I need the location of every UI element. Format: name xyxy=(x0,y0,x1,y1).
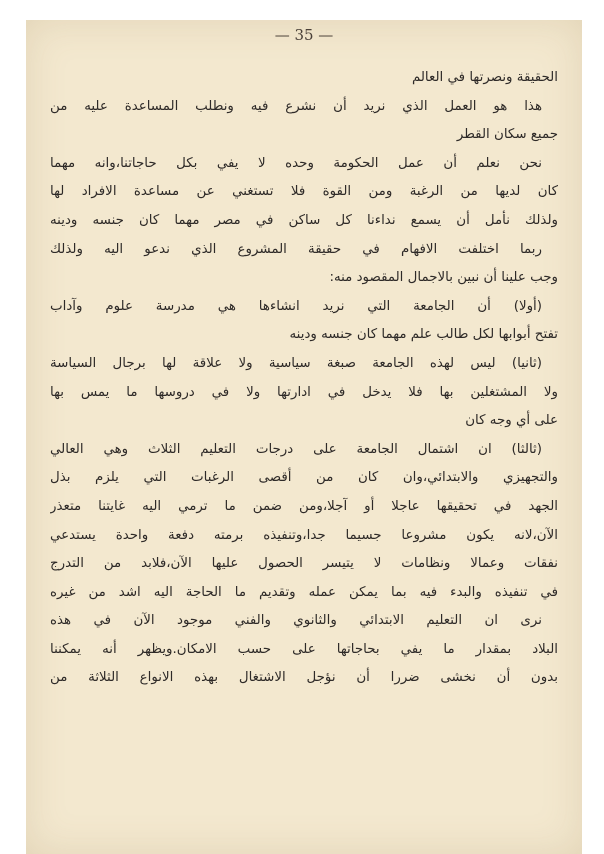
text-line: (ثالثا) ان اشتمال الجامعة على درجات التعليم الثلاث وهي العالي xyxy=(50,441,542,457)
text-line: تفتح أبوابها لكل طالب علم مهما كان جنسه ودينه xyxy=(289,327,558,343)
text-line: ولذلك نأمل أن يسمع نداءنا كل ساكن في مصر مهما كان جنسه ودينه xyxy=(50,212,558,228)
text-line: الجهد في تحقيقها عاجلا أو آجلا،ومن ضمن ما ترمي اليه غايتنا متعذر xyxy=(50,498,558,514)
text-line: الحقيقة ونصرتها في العالم xyxy=(411,70,558,85)
text-line: البلاد بمقدار ما يفي بحاجاتها على حسب الامكان.ويظهر أنه يمكننا xyxy=(50,641,558,657)
text-line: ولا المشتغلين بها فلا يدخل في ادارتها ولا في دروسها ما يمس بها xyxy=(50,384,558,400)
text-line: ربما اختلفت الافهام في حقيقة المشروع الذي ندعو اليه ولذلك xyxy=(50,241,542,257)
text-line: (أولا) أن الجامعة التي نريد انشاءها هي مدرسة علوم وآداب xyxy=(50,298,542,314)
text-line: نرى ان التعليم الابتدائي والثانوي والفني موجود الآن في هذه xyxy=(50,613,542,629)
text-line: هذا هو العمل الذي نريد أن نشرع فيه ونطلب المساعدة عليه من xyxy=(50,98,542,114)
text-line: والتجهيزي والابتدائي،وان كان من أقصى الرغبات التي يلزم بذل xyxy=(50,470,558,486)
page-number: — 35 — xyxy=(274,26,334,44)
text-line: وجب علينا أن نبين بالاجمال المقصود منه: xyxy=(329,270,558,286)
text-line: بدون أن نخشى ضررا أن نؤجل الاشتغال بهذه الانواع الثلاثة من xyxy=(50,670,558,686)
text-line: الآن،لانه يكون مشروعا جسيما جدا،وتنفيذه برمته دفعة واحدة يستدعي xyxy=(50,527,558,543)
text-line: جميع سكان القطر xyxy=(456,127,558,143)
book-page xyxy=(26,20,582,854)
text-line: (ثانيا) ليس لهذه الجامعة صبغة سياسية ولا علاقة لها برجال السياسة xyxy=(50,355,542,371)
text-line: على أي وجه كان xyxy=(465,413,558,429)
body-text xyxy=(50,64,558,693)
text-line: نحن نعلم أن عمل الحكومة وحده لا يفي بكل حاجاتنا،وانه مهما xyxy=(50,155,542,171)
text-line: كان لديها من الرغبة ومن القوة فلا تستغني عن مساعدة الافراد لها xyxy=(50,184,558,200)
text-line: نفقات وعمالا ونظامات لا يتيسر الحصول عليها الآن،فلابد من التدرج xyxy=(50,556,558,572)
text-line: في تنفيذه والبدء فيه بما يمكن عمله وتقديم ما الحاجة اليه اشد من غيره xyxy=(50,584,558,600)
